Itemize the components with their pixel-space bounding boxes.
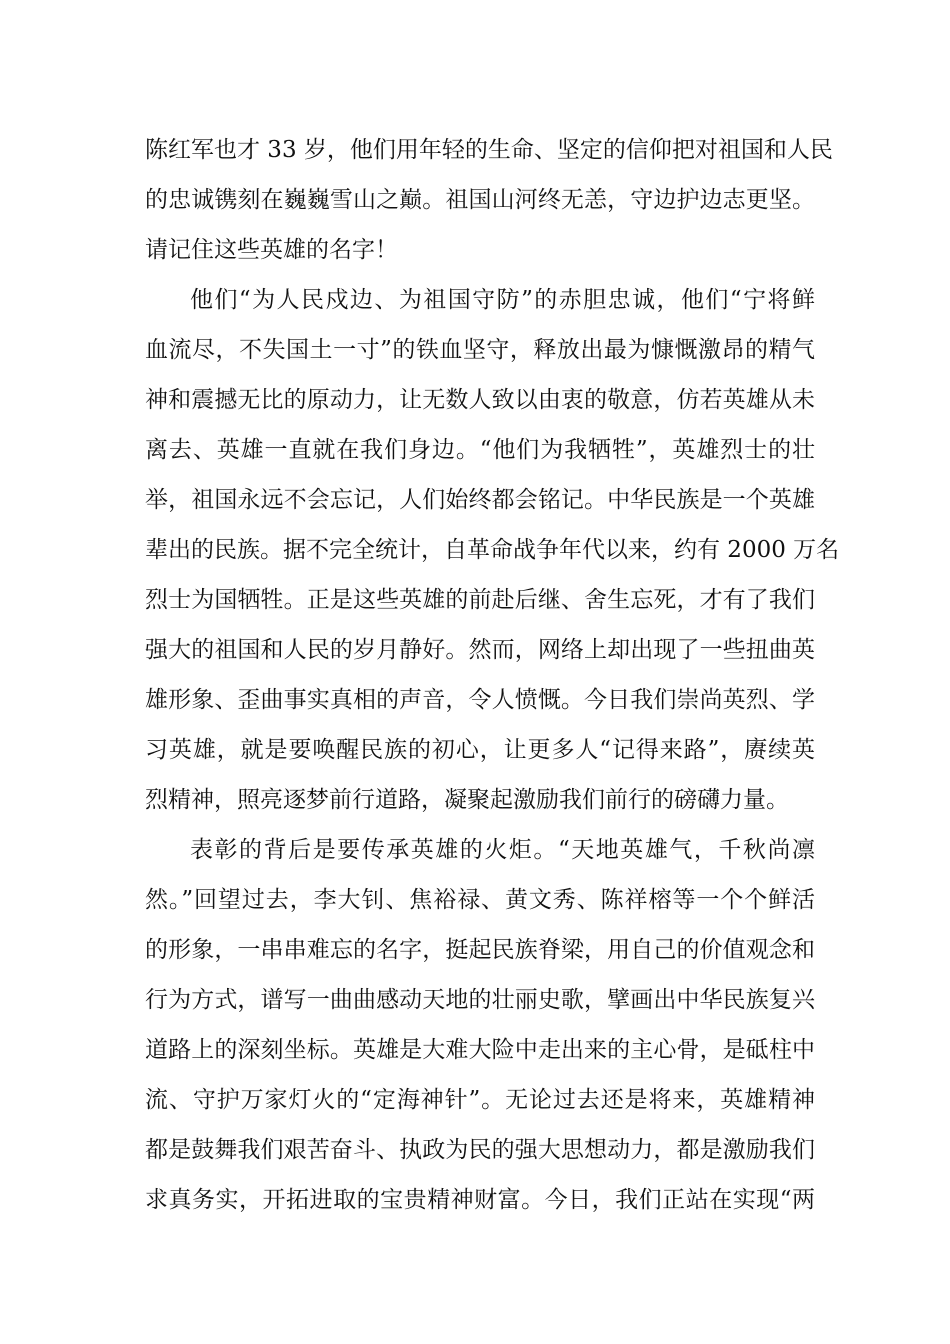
- text-line: 的形象，一串串难忘的名字，挺起民族脊梁，用自己的价值观念和: [145, 937, 815, 963]
- text-line: 神和震撼无比的原动力，让无数人致以由衷的敬意，仿若英雄从未: [145, 387, 815, 413]
- text-line: 求真务实，开拓进取的宝贵精神财富。今日，我们正站在实现“两: [145, 1187, 815, 1213]
- text-line: 请记住这些英雄的名字！: [145, 237, 398, 263]
- text-line: 的忠诚镌刻在巍巍雪山之巅。祖国山河终无恙，守边护边志更坚。: [145, 187, 815, 213]
- text-line: 烈精神，照亮逐梦前行道路，凝聚起激励我们前行的磅礴力量。: [145, 787, 789, 813]
- text-line: 陈红军也才 33 岁，他们用年轻的生命、坚定的信仰把对祖国和人民: [145, 137, 833, 163]
- paragraph-first-line: 他们“为人民戍边、为祖国守防”的赤胆忠诚，他们“宁将鲜: [190, 287, 815, 313]
- text-line: 行为方式，谱写一曲曲感动天地的壮丽史歌，擘画出中华民族复兴: [145, 987, 815, 1013]
- paragraph-first-line: 表彰的背后是要传承英雄的火炬。“天地英雄气，千秋尚凛: [190, 837, 815, 863]
- text-line: 血流尽，不失国土一寸”的铁血坚守，释放出最为慷慨激昂的精气: [145, 337, 815, 363]
- text-line: 雄形象、歪曲事实真相的声音，令人愤慨。今日我们崇尚英烈、学: [145, 687, 815, 713]
- text-line: 辈出的民族。据不完全统计，自革命战争年代以来，约有 2000 万名: [145, 537, 840, 563]
- text-line: 然。”回望过去，李大钊、焦裕禄、黄文秀、陈祥榕等一个个鲜活: [145, 887, 815, 913]
- text-line: 强大的祖国和人民的岁月静好。然而，网络上却出现了一些扭曲英: [145, 637, 815, 663]
- text-line: 烈士为国牺牲。正是这些英雄的前赴后继、舍生忘死，才有了我们: [145, 587, 815, 613]
- text-line: 都是鼓舞我们艰苦奋斗、执政为民的强大思想动力，都是激励我们: [145, 1137, 815, 1163]
- text-line: 道路上的深刻坐标。英雄是大难大险中走出来的主心骨，是砥柱中: [145, 1037, 815, 1063]
- text-line: 离去、英雄一直就在我们身边。“他们为我牺牲”，英雄烈士的壮: [145, 437, 815, 463]
- text-line: 习英雄，就是要唤醒民族的初心，让更多人“记得来路”，赓续英: [145, 737, 815, 763]
- text-line: 流、守护万家灯火的“定海神针”。无论过去还是将来，英雄精神: [145, 1087, 815, 1113]
- text-line: 举，祖国永远不会忘记，人们始终都会铭记。中华民族是一个英雄: [145, 487, 815, 513]
